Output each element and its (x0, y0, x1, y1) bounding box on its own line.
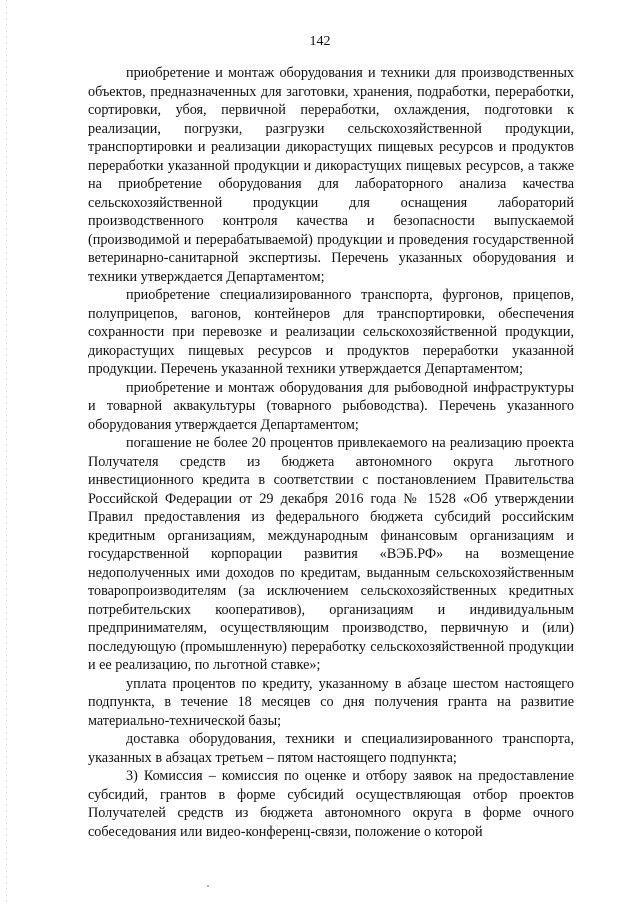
paragraph-delivery: доставка оборудования, техники и специализированного транспорта, указанных в абзацах третьем – пятом настоящего подпункта; (88, 731, 574, 766)
page-number: 142 (309, 34, 331, 49)
scan-speck-artifact (207, 885, 209, 887)
paragraph-commission-definition: 3) Комиссия – комиссия по оценке и отбору заявок на предоставление субсидий, грантов в форме субсидий осуществляющая отбор проектов Получателей средств из бюджета автономного округа в форме очного собеседования или видео-конференц-связи, положение о которой (88, 768, 574, 840)
paragraph-transport-acquisition: приобретение специализированного транспорта, фургонов, прицепов, полуприцепов, вагонов, контейнеров для транспортировки, обеспечения сохранности при перевозке и реализации сельскохозяйственной продукции, дикорастущих пищевых ресурсов и продуктов переработки указанной продукции. Перечень указанной техники утверждается Департаментом; (88, 287, 574, 377)
paragraph-equipment-acquisition: приобретение и монтаж оборудования и техники для производственных объектов, предназначенных для заготовки, хранения, подработки, переработки, сортировки, убоя, первичной переработки, охлаждения, подготовки к реализации, погрузки, разгрузки сельскохозяйственной продукции, транспортировки и реализации дикорастущих пищевых ресурсов и продуктов переработки указанной продукции и дикорастущих пищевых ресурсов, а также на приобретение оборудования для лабораторного анализа качества сельскохозяйственной продукции для оснащения лабораторий производственного контроля качества и безопасности выпускаемой (производимой и перерабатываемой) продукции и проведения государственной ветеринарно-санитарной экспертизы. Перечень указанных оборудования и техники утверждается Департаментом; (88, 65, 574, 285)
document-body (88, 64, 574, 841)
paragraph-loan-repayment: погашение не более 20 процентов привлекаемого на реализацию проекта Получателя средств из бюджета автономного округа льготного инвестиционного кредита в соответствии с постановлением Правительства Российской Федерации от 29 декабря 2016 года № 1528 «Об утверждении Правил предоставления из федерального бюджета субсидий российским кредитным организациям, международным финансовым организациям и государственной корпорации развития «ВЭБ.РФ» на возмещение недополученных ими доходов по кредитам, выданным сельскохозяйственным товаропроизводителям (за исключением сельскохозяйственных кредитных потребительских кооперативов), организациям и индивидуальным предпринимателям, осуществляющим производство, первичную и (или) последующую (промышленную) переработку сельскохозяйственной продукции и ее реализацию, по льготной ставке»; (88, 435, 574, 673)
paragraph-interest-payment: уплата процентов по кредиту, указанному в абзаце шестом настоящего подпункта, в течение 18 месяцев со дня получения гранта на развитие материально-технической базы; (88, 675, 574, 729)
paragraph-fish-farming-equipment: приобретение и монтаж оборудования для рыбоводной инфраструктуры и товарной аквакультуры (товарного рыбоводства). Перечень указанного оборудования утверждается Департаментом; (88, 379, 574, 433)
scan-edge-artifact (6, 0, 7, 905)
